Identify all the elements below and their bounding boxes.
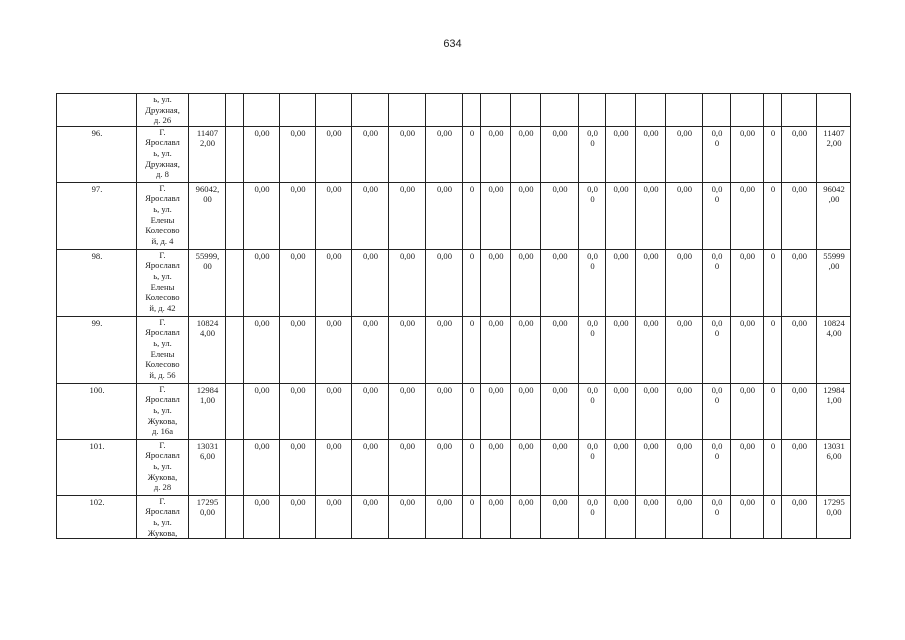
cell-c6: 0,00 <box>352 316 389 383</box>
cell-line: 0 <box>590 138 595 149</box>
cell-c16: 0,00 <box>666 126 703 182</box>
table-row <box>57 495 851 538</box>
cell-c17 <box>703 316 731 383</box>
cell-line: 2,00 <box>826 138 842 149</box>
cell-c13 <box>579 495 606 538</box>
cell-line: 0,00 <box>199 507 216 518</box>
cell-blank <box>226 316 244 383</box>
cell-c20: 0,00 <box>782 249 817 316</box>
cell-c11: 0,00 <box>511 316 541 383</box>
cell-blank <box>226 439 244 495</box>
cell-c13 <box>579 316 606 383</box>
cell-c10: 0,00 <box>481 383 511 439</box>
cell <box>481 94 511 127</box>
cell-c12: 0,00 <box>541 249 579 316</box>
cell-line: д. 26 <box>153 115 172 126</box>
cell-c20: 0,00 <box>782 383 817 439</box>
cell-c6: 0,00 <box>352 182 389 249</box>
cell <box>463 94 481 127</box>
cell-c13 <box>579 249 606 316</box>
cell-line: Г. <box>159 182 166 193</box>
cell-c18: 0,00 <box>731 383 764 439</box>
cell-c9: 0 <box>463 316 481 383</box>
cell <box>666 94 703 127</box>
cell <box>782 94 817 127</box>
cell-c13 <box>579 126 606 182</box>
cell-c3: 0,00 <box>244 439 280 495</box>
cell-c17 <box>703 182 731 249</box>
cell-line: 6,00 <box>199 451 216 462</box>
cell <box>189 94 226 127</box>
cell-c13 <box>579 439 606 495</box>
cell-c4: 0,00 <box>280 126 316 182</box>
table-row <box>57 316 851 383</box>
cell-c12: 0,00 <box>541 126 579 182</box>
cell-c3: 0,00 <box>244 249 280 316</box>
cell <box>352 94 389 127</box>
cell-c20: 0,00 <box>782 126 817 182</box>
cell-line: 0 <box>590 507 595 518</box>
cell-c18: 0,00 <box>731 249 764 316</box>
cell-line: 0,0 <box>587 183 598 194</box>
cell-line: Колесово <box>145 292 180 303</box>
cell-line: 0 <box>590 194 595 205</box>
cell-line: 0,0 <box>587 127 598 138</box>
cell-c17 <box>703 383 731 439</box>
cell-address <box>137 126 189 182</box>
cell-line: Ярославл <box>145 260 180 271</box>
cell-num: 98. <box>57 249 137 316</box>
page-number: 634 <box>443 38 462 50</box>
cell <box>389 94 426 127</box>
cell-c7: 0,00 <box>389 383 426 439</box>
cell-line: 17295 <box>196 496 219 507</box>
cell-line: 0 <box>590 328 595 339</box>
cell-address <box>137 383 189 439</box>
cell-c12: 0,00 <box>541 182 579 249</box>
cell-c10: 0,00 <box>481 439 511 495</box>
cell-c8: 0,00 <box>426 383 463 439</box>
cell-line: 0,0 <box>711 250 723 261</box>
table-body <box>57 94 851 539</box>
cell-c19: 0 <box>764 126 782 182</box>
cell-line: й, д. 4 <box>151 235 174 246</box>
cell-c8: 0,00 <box>426 182 463 249</box>
cell-c18: 0,00 <box>731 495 764 538</box>
cell-c10: 0,00 <box>481 249 511 316</box>
cell-line: 11407 <box>823 127 845 138</box>
cell-line: 0 <box>590 451 595 462</box>
cell-line: Г. <box>159 383 166 394</box>
cell-c21 <box>817 126 851 182</box>
cell-line: Дружная, <box>145 158 180 169</box>
table-row <box>57 182 851 249</box>
cell-line: 0,0 <box>587 384 598 395</box>
cell <box>731 94 764 127</box>
cell-line: Ярославл <box>145 394 180 405</box>
cell-c11: 0,00 <box>511 249 541 316</box>
cell-c15: 0,00 <box>636 383 666 439</box>
cell-line: Ярославл <box>145 327 180 338</box>
cell-c18: 0,00 <box>731 182 764 249</box>
cell-line: ь, ул. <box>153 203 172 214</box>
cell-c9: 0 <box>463 439 481 495</box>
cell-c4: 0,00 <box>280 495 316 538</box>
cell-c10: 0,00 <box>481 495 511 538</box>
cell-c10: 0,00 <box>481 182 511 249</box>
cell-c8: 0,00 <box>426 439 463 495</box>
cell-line: й, д. 42 <box>149 302 176 313</box>
cell-line: ь, ул. <box>153 270 172 281</box>
cell-total <box>189 126 226 182</box>
cell-line: д. 8 <box>156 169 169 180</box>
cell-address <box>137 439 189 495</box>
cell-line: 0,0 <box>711 440 723 451</box>
cell-c12: 0,00 <box>541 495 579 538</box>
cell-c5: 0,00 <box>316 182 352 249</box>
cell-c14: 0,00 <box>606 439 636 495</box>
cell-c12: 0,00 <box>541 439 579 495</box>
cell-c7: 0,00 <box>389 439 426 495</box>
cell-line: Елены <box>150 214 175 225</box>
cell-total <box>189 495 226 538</box>
cell-line: д. 16а <box>151 426 174 437</box>
cell-total <box>189 316 226 383</box>
cell-c8: 0,00 <box>426 495 463 538</box>
cell-line: ь, ул. <box>153 460 172 471</box>
cell-c17 <box>703 126 731 182</box>
cell-num: 100. <box>57 383 137 439</box>
cell-line: Г. <box>159 316 166 327</box>
cell-line: Жукова, <box>147 415 178 426</box>
cell-c15: 0,00 <box>636 249 666 316</box>
cell-line: Ярославл <box>145 450 180 461</box>
cell-c7: 0,00 <box>389 126 426 182</box>
cell-c8: 0,00 <box>426 316 463 383</box>
cell-num: 102. <box>57 495 137 538</box>
cell-line: Г. <box>159 495 166 506</box>
cell-total <box>189 383 226 439</box>
cell-c9: 0 <box>463 495 481 538</box>
cell-c14: 0,00 <box>606 316 636 383</box>
cell-blank <box>226 495 244 538</box>
cell-c15: 0,00 <box>636 495 666 538</box>
cell-c11: 0,00 <box>511 126 541 182</box>
cell-line: ь, ул. <box>153 94 172 104</box>
cell-c3: 0,00 <box>244 316 280 383</box>
cell-c3: 0,00 <box>244 126 280 182</box>
cell-c21 <box>817 249 851 316</box>
cell-line: ,00 <box>828 261 840 272</box>
cell-c14: 0,00 <box>606 126 636 182</box>
cell-line: Колесово <box>145 225 180 236</box>
housing-repair-table <box>56 93 851 539</box>
cell <box>280 94 316 127</box>
cell-line: 12984 <box>196 384 219 395</box>
cell-c15: 0,00 <box>636 316 666 383</box>
cell-c10: 0,00 <box>481 316 511 383</box>
cell-c20: 0,00 <box>782 316 817 383</box>
cell-c12: 0,00 <box>541 383 579 439</box>
cell-line: 0 <box>714 261 720 272</box>
cell <box>606 94 636 127</box>
cell-line: Ярославл <box>145 137 180 148</box>
cell <box>817 94 851 127</box>
cell-line: 0 <box>714 138 720 149</box>
cell-c6: 0,00 <box>352 495 389 538</box>
cell-line: Г. <box>159 439 166 450</box>
cell <box>226 94 244 127</box>
cell-line: 1,00 <box>199 395 216 406</box>
cell-line: 11407 <box>196 127 219 138</box>
cell-line: 4,00 <box>199 328 216 339</box>
cell-line: 0,0 <box>587 317 598 328</box>
cell-c19: 0 <box>764 495 782 538</box>
cell-num <box>57 94 137 127</box>
cell-c14: 0,00 <box>606 383 636 439</box>
cell-c19: 0 <box>764 249 782 316</box>
cell-line: 0,0 <box>711 317 723 328</box>
cell-line: Ярославл <box>145 193 180 204</box>
table-row <box>57 126 851 182</box>
cell-blank <box>226 249 244 316</box>
cell-c14: 0,00 <box>606 182 636 249</box>
cell-line: 0,0 <box>587 250 598 261</box>
cell-c17 <box>703 249 731 316</box>
cell-c21 <box>817 439 851 495</box>
cell-line: 0,0 <box>711 183 723 194</box>
cell-c4: 0,00 <box>280 316 316 383</box>
cell-c18: 0,00 <box>731 126 764 182</box>
cell-c5: 0,00 <box>316 249 352 316</box>
cell-c16: 0,00 <box>666 495 703 538</box>
cell-c21 <box>817 495 851 538</box>
cell-c13 <box>579 182 606 249</box>
cell <box>636 94 666 127</box>
cell-num: 96. <box>57 126 137 182</box>
cell-c21 <box>817 182 851 249</box>
cell-c6: 0,00 <box>352 249 389 316</box>
cell-line: 0 <box>714 507 720 518</box>
cell-line: 13031 <box>196 440 219 451</box>
cell-blank <box>226 182 244 249</box>
cell-c9: 0 <box>463 126 481 182</box>
cell-line: 00 <box>203 261 212 272</box>
cell-c20: 0,00 <box>782 439 817 495</box>
cell-line: Елены <box>150 348 175 359</box>
cell-line: Жукова, <box>147 471 178 482</box>
cell-c18: 0,00 <box>731 316 764 383</box>
cell-address <box>137 316 189 383</box>
cell <box>511 94 541 127</box>
cell-line: 12984 <box>823 384 845 395</box>
cell-c20: 0,00 <box>782 495 817 538</box>
cell-c15: 0,00 <box>636 126 666 182</box>
cell-c6: 0,00 <box>352 383 389 439</box>
cell-c4: 0,00 <box>280 439 316 495</box>
cell-blank <box>226 383 244 439</box>
cell-line: 0,0 <box>587 496 598 507</box>
cell-c16: 0,00 <box>666 383 703 439</box>
cell-c17 <box>703 439 731 495</box>
table-row-continuation <box>57 94 851 127</box>
cell-line: 0,0 <box>587 440 598 451</box>
table-row <box>57 249 851 316</box>
cell-line: 4,00 <box>826 328 842 339</box>
cell <box>426 94 463 127</box>
cell-c21 <box>817 316 851 383</box>
cell <box>764 94 782 127</box>
cell-c11: 0,00 <box>511 495 541 538</box>
cell-line: 13031 <box>823 440 845 451</box>
cell-line: 0 <box>714 328 720 339</box>
cell-line: 96042 <box>823 183 845 194</box>
cell-total <box>189 439 226 495</box>
cell-line: 2,00 <box>199 138 216 149</box>
cell-line: 0,0 <box>711 496 723 507</box>
cell-c8: 0,00 <box>426 126 463 182</box>
cell-total <box>189 249 226 316</box>
table-row <box>57 439 851 495</box>
cell-c7: 0,00 <box>389 316 426 383</box>
cell-c6: 0,00 <box>352 439 389 495</box>
cell-c16: 0,00 <box>666 316 703 383</box>
cell-c21 <box>817 383 851 439</box>
cell-c10: 0,00 <box>481 126 511 182</box>
cell-c6: 0,00 <box>352 126 389 182</box>
cell-total <box>189 182 226 249</box>
table-row <box>57 383 851 439</box>
cell-c9: 0 <box>463 383 481 439</box>
cell-line: 10824 <box>823 317 845 328</box>
cell-line: 10824 <box>196 317 219 328</box>
cell-c11: 0,00 <box>511 383 541 439</box>
cell-num: 99. <box>57 316 137 383</box>
cell <box>579 94 606 127</box>
cell-line: 0,0 <box>711 384 723 395</box>
cell-c11: 0,00 <box>511 182 541 249</box>
cell-c16: 0,00 <box>666 249 703 316</box>
cell-c15: 0,00 <box>636 439 666 495</box>
cell-c16: 0,00 <box>666 182 703 249</box>
cell-blank <box>226 126 244 182</box>
cell <box>316 94 352 127</box>
cell-line: Г. <box>159 126 166 137</box>
cell-c13 <box>579 383 606 439</box>
cell-line: 17295 <box>823 496 845 507</box>
cell-c19: 0 <box>764 316 782 383</box>
cell-c7: 0,00 <box>389 249 426 316</box>
cell-num: 97. <box>57 182 137 249</box>
cell-c5: 0,00 <box>316 495 352 538</box>
cell-line: ь, ул. <box>153 147 172 158</box>
cell-num: 101. <box>57 439 137 495</box>
cell-address <box>137 249 189 316</box>
cell-c3: 0,00 <box>244 383 280 439</box>
cell-line: 0,00 <box>826 507 842 518</box>
cell-c4: 0,00 <box>280 249 316 316</box>
cell-c5: 0,00 <box>316 383 352 439</box>
cell-line: ь, ул. <box>153 337 172 348</box>
cell-line: 0 <box>714 395 720 406</box>
cell-c20: 0,00 <box>782 182 817 249</box>
cell-c18: 0,00 <box>731 439 764 495</box>
cell-c5: 0,00 <box>316 126 352 182</box>
cell-line: Г. <box>159 249 166 260</box>
cell-c4: 0,00 <box>280 383 316 439</box>
cell-c8: 0,00 <box>426 249 463 316</box>
cell-line: 1,00 <box>826 395 842 406</box>
cell-line: 6,00 <box>826 451 842 462</box>
cell-line: ь, ул. <box>153 516 172 527</box>
cell-line: 0,0 <box>711 127 723 138</box>
cell-c9: 0 <box>463 249 481 316</box>
cell-line: й, д. 56 <box>149 369 176 380</box>
cell-c19: 0 <box>764 182 782 249</box>
cell-c19: 0 <box>764 383 782 439</box>
cell-c3: 0,00 <box>244 495 280 538</box>
cell-line: Елены <box>150 281 175 292</box>
cell-address <box>137 495 189 538</box>
cell-line: ,00 <box>828 194 840 205</box>
cell-line: 0 <box>590 261 595 272</box>
cell-c12: 0,00 <box>541 316 579 383</box>
cell-line: 55999, <box>195 250 220 261</box>
cell <box>703 94 731 127</box>
cell-line: 96042, <box>195 183 220 194</box>
cell-c5: 0,00 <box>316 439 352 495</box>
cell-address <box>137 94 189 127</box>
cell-line: 00 <box>203 194 212 205</box>
cell-line: д. 28 <box>153 482 172 493</box>
cell <box>541 94 579 127</box>
cell-c9: 0 <box>463 182 481 249</box>
cell-c7: 0,00 <box>389 495 426 538</box>
cell-c11: 0,00 <box>511 439 541 495</box>
cell-c4: 0,00 <box>280 182 316 249</box>
cell-c19: 0 <box>764 439 782 495</box>
cell-line: 0 <box>714 451 720 462</box>
cell-c14: 0,00 <box>606 495 636 538</box>
cell-c16: 0,00 <box>666 439 703 495</box>
cell-c17 <box>703 495 731 538</box>
cell-address <box>137 182 189 249</box>
cell-line: 0 <box>714 194 720 205</box>
cell-c5: 0,00 <box>316 316 352 383</box>
cell-line: Дружная, <box>145 104 180 115</box>
cell-c15: 0,00 <box>636 182 666 249</box>
cell-line: 0 <box>590 395 595 406</box>
cell-line: Ярославл <box>145 506 180 517</box>
cell <box>244 94 280 127</box>
cell-line: Жукова, <box>147 527 178 538</box>
cell-c14: 0,00 <box>606 249 636 316</box>
cell-line: Колесово <box>145 359 180 370</box>
cell-c7: 0,00 <box>389 182 426 249</box>
cell-line: ь, ул. <box>153 404 172 415</box>
cell-c3: 0,00 <box>244 182 280 249</box>
cell-line: 55999 <box>823 250 845 261</box>
